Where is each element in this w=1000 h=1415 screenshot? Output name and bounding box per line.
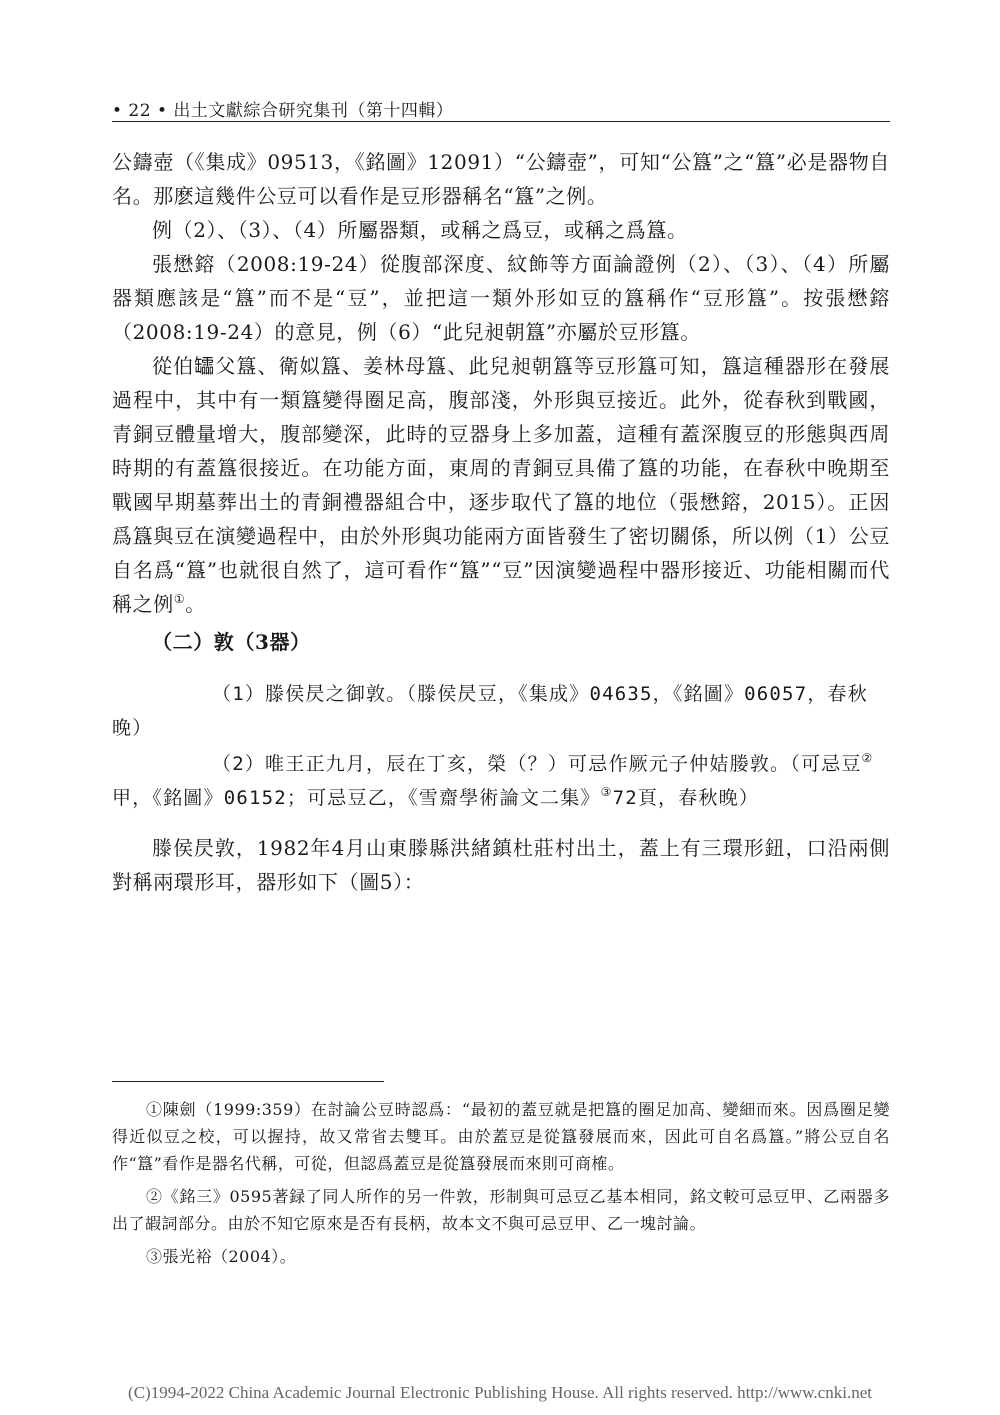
quote-2-part-a: （2）唯王正九月，辰在丁亥，榮（？）可忌作厥元子仲姞媵敦。（可忌豆 bbox=[212, 753, 862, 775]
footnote-1: ①陳劍（1999:359）在討論公豆時認爲：“最初的蓋豆就是把簋的圈足加高、變細而來。因爲圈足變得近似豆之校，可以握持，故又常省去雙耳。由於蓋豆是從簋發展而來，因此可自名爲簋。”將公豆自名作“簋”看作是器名代稱，可從，但認爲蓋豆是從簋發展而來則可商榷。 bbox=[112, 1100, 890, 1173]
inscription-quote-2 bbox=[112, 747, 890, 815]
copyright-footer: (C)1994-2022 China Academic Journal Electronic Publishing House. All rights reserved. http://www.cnki.net bbox=[128, 1383, 872, 1402]
quote-2-part-b: 甲，《銘圖》06152；可忌豆乙，《雪齋學術論文二集》 bbox=[112, 787, 601, 809]
footnote-ref-1[interactable]: ① bbox=[173, 592, 186, 606]
header-rule bbox=[112, 121, 890, 122]
inscription-quote-1: （1）滕侯昃之御敦。（滕侯昃豆，《集成》04635，《銘圖》06057，春秋晚） bbox=[112, 683, 868, 739]
footnote-ref-3[interactable]: ③ bbox=[600, 785, 613, 799]
footnote-ref-2[interactable]: ② bbox=[861, 751, 874, 765]
main-text bbox=[112, 145, 890, 899]
footnote-2: ②《銘三》0595著録了同人所作的另一件敦，形制與可忌豆乙基本相同，銘文較可忌豆甲、乙兩器多出了嘏詞部分。由於不知它原來是否有長柄，故本文不與可忌豆甲、乙一塊討論。 bbox=[112, 1187, 890, 1233]
footnotes bbox=[112, 1096, 890, 1276]
running-header: • 22 • 出土文獻綜合研究集刊（第十四輯） bbox=[112, 101, 454, 121]
section-heading: （二）敦（3器） bbox=[152, 630, 311, 654]
paragraph-4-text: 從伯𦉢父簋、衛姒簋、姜林母簋、此兒昶朝簋等豆形簋可知，簋這種器形在發展過程中，其中有一類簋變得圈足高，腹部淺，外形與豆接近。此外，從春秋到戰國，青銅豆體量增大，腹部變深，此時的豆器身上多加蓋，這種有蓋深腹豆的形態與西周時期的有蓋簋很接近。在功能方面，東周的青銅豆具備了簋的功能，在春秋中晚期至戰國早期墓葬出土的青銅禮器組合中，逐步取代了簋的地位（張懋鎔，2015）。正因爲簋與豆在演變過程中，由於外形與功能兩方面皆發生了密切關係，所以例（1）公豆自名爲“簋”也就很自然了，這可看作“簋”“豆”因演變過程中器形接近、功能相關而代稱之例 bbox=[112, 354, 890, 616]
quote-2-part-c: 72頁，春秋晚） bbox=[612, 787, 760, 809]
paragraph-5: 滕侯昃敦，1982年4月山東滕縣洪緒鎮杜莊村出土，蓋上有三環形鈕，口沿兩側對稱兩環形耳，器形如下（圖5）： bbox=[112, 836, 890, 894]
footnote-3: ③張光裕（2004）。 bbox=[146, 1247, 297, 1266]
paragraph-1: 公鑄壺（《集成》09513，《銘圖》12091）“公鑄壺”，可知“公簋”之“簋”必是器物自名。那麽這幾件公豆可以看作是豆形器稱名“簋”之例。 bbox=[112, 150, 890, 208]
paragraph-2: 例（2）、（3）、（4）所屬器類，或稱之爲豆，或稱之爲簋。 bbox=[152, 218, 688, 242]
paragraph-4 bbox=[112, 349, 890, 621]
footnote-rule bbox=[112, 1081, 384, 1082]
paragraph-3: 張懋鎔（2008:19-24）從腹部深度、紋飾等方面論證例（2）、（3）、（4）所屬器類應該是“簋”而不是“豆”，並把這一類外形如豆的簋稱作“豆形簋”。按張懋鎔（2008:19-24）的意見，例（6）“此兒昶朝簋”亦屬於豆形簋。 bbox=[112, 252, 890, 344]
paragraph-4-end: 。 bbox=[185, 592, 206, 616]
